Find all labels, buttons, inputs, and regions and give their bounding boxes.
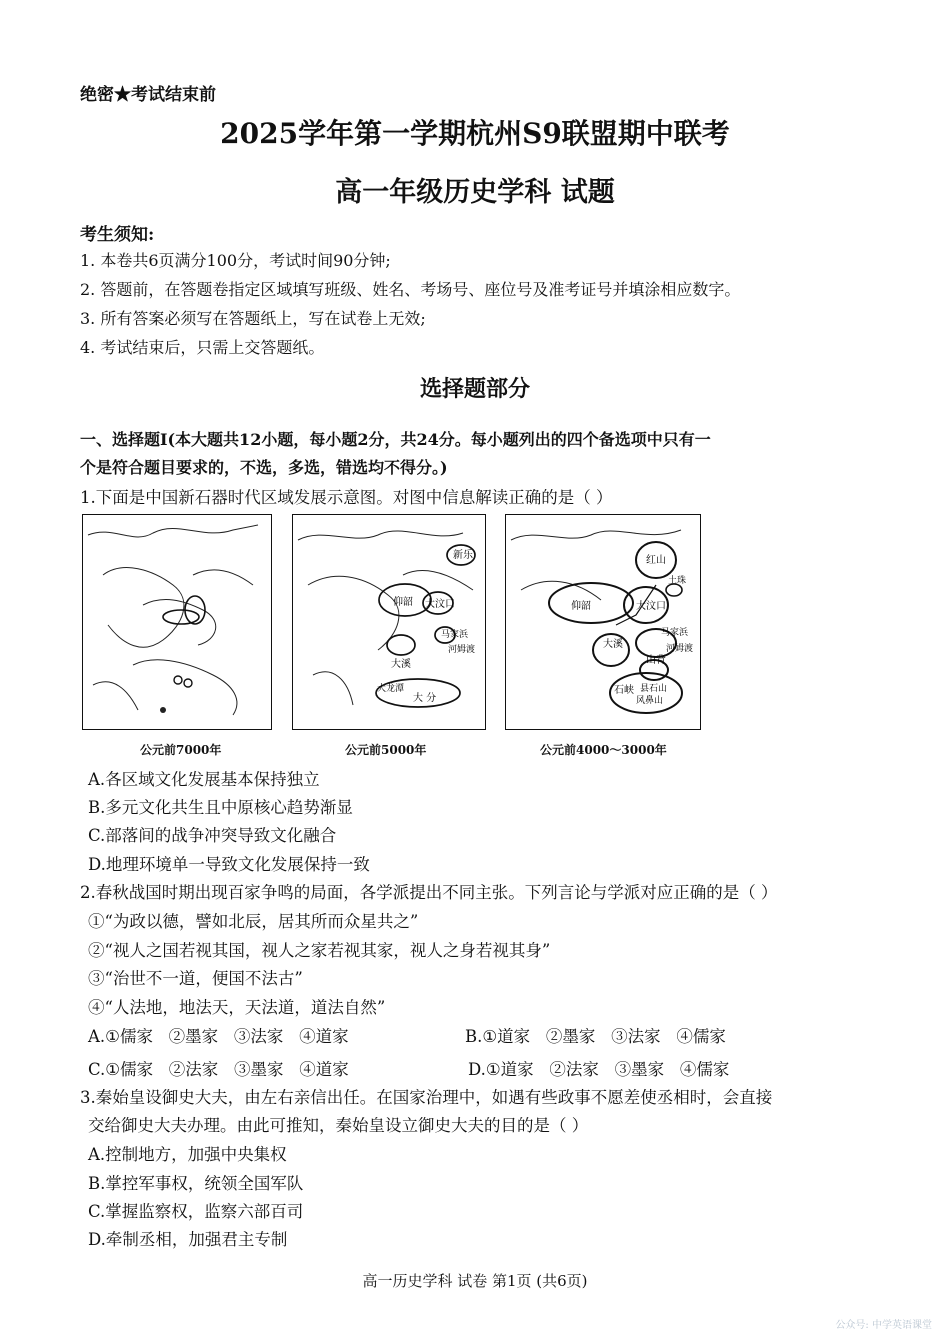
- map3-label: 河姆渡: [666, 644, 694, 654]
- map2-label: 马家浜: [441, 630, 469, 640]
- map3-label: 马家浜: [661, 628, 689, 638]
- q1-option-d: D.地理环境单一导致文化发展保持一致: [88, 855, 370, 874]
- map2-label: 大龙潭: [377, 684, 405, 694]
- map-5000bc: [292, 514, 486, 730]
- map3-label: 风鼻山: [636, 696, 664, 706]
- notice-heading: 考生须知:: [80, 225, 155, 245]
- question-1-stem: 1.下面是中国新石器时代区域发展示意图。对图中信息解读正确的是（ ）: [80, 488, 613, 507]
- part-instructions-line2: 个是符合题目要求的，不选，多选，错选均不得分。): [80, 458, 448, 477]
- map-caption: 公元前5000年: [345, 743, 427, 757]
- q2-statement: ④“人法地，地法天，天法道，道法自然”: [88, 998, 386, 1017]
- map3-label: 土珠: [668, 576, 687, 586]
- q3-option-d: D.牵制丞相，加强君主专制: [88, 1230, 288, 1249]
- map3-label: 山背: [646, 655, 666, 666]
- question-3-stem-line2: 交给御史大夫办理。由此可推知，秦始皇设立御史大夫的目的是（ ）: [88, 1116, 589, 1135]
- q3-option-c: C.掌握监察权，监察六部百司: [88, 1202, 304, 1221]
- map-7000bc: [82, 514, 272, 730]
- part-instructions-line1: 一、选择题Ⅰ(本大题共12小题，每小题2分，共24分。每小题列出的四个备选项中只有一: [80, 430, 711, 449]
- q1-option-c: C.部落间的战争冲突导致文化融合: [88, 826, 337, 845]
- map3-label: 石峡: [614, 685, 634, 696]
- q1-option-a: A.各区域文化发展基本保持独立: [88, 770, 320, 789]
- map2-label: 大 分: [413, 693, 437, 704]
- q1-option-b: B.多元文化共生且中原核心趋势渐显: [88, 798, 353, 817]
- map-caption: 公元前7000年: [140, 743, 222, 757]
- map3-label: 仰韶: [571, 601, 591, 612]
- map2-label: 大溪: [391, 659, 411, 670]
- page-footer: 高一历史学科 试卷 第1页 (共6页): [362, 1272, 588, 1290]
- section-title: 选择题部分: [419, 376, 530, 402]
- map-4000-3000bc: [505, 514, 701, 730]
- q2-option-c: C.①儒家 ②法家 ③墨家 ④道家: [88, 1060, 349, 1079]
- map2-label: 河姆渡: [448, 645, 476, 655]
- map2-label: 仰韶: [393, 597, 413, 608]
- q2-option-b: B.①道家 ②墨家 ③法家 ④儒家: [465, 1027, 726, 1046]
- map2-label: 新乐: [453, 550, 473, 561]
- notice-item: 2. 答题前，在答题卷指定区域填写班级、姓名、考场号、座位号及准考证号并填涂相应数字。: [80, 280, 741, 299]
- question-3-stem-line1: 3.秦始皇设御史大夫，由左右亲信出任。在国家治理中，如遇有些政事不愿差使丞相时，会直接: [80, 1088, 773, 1107]
- map2-label: 大汶口: [425, 599, 455, 610]
- question-2-stem: 2.春秋战国时期出现百家争鸣的局面，各学派提出不同主张。下列言论与学派对应正确的是（ ）: [80, 883, 778, 902]
- q3-option-b: B.掌控军事权，统领全国军队: [88, 1174, 304, 1193]
- map-caption: 公元前4000～3000年: [540, 743, 667, 757]
- exam-title: 2025学年第一学期杭州S9联盟期中联考: [220, 117, 730, 150]
- map3-label: 县石山: [640, 684, 668, 694]
- notice-item: 4. 考试结束后，只需上交答题纸。: [80, 338, 325, 357]
- map3-label: 大溪: [603, 639, 623, 650]
- q3-option-a: A.控制地方，加强中央集权: [88, 1145, 287, 1164]
- exam-subtitle: 高一年级历史学科 试题: [335, 177, 615, 208]
- q2-option-a: A.①儒家 ②墨家 ③法家 ④道家: [88, 1027, 349, 1046]
- map3-label: 大汶口: [636, 601, 666, 612]
- notice-item: 1. 本卷共6页满分100分，考试时间90分钟;: [80, 251, 391, 270]
- q2-option-d: D.①道家 ②法家 ③墨家 ④儒家: [468, 1060, 730, 1079]
- q2-statement: ③“治世不一道，便国不法古”: [88, 969, 303, 988]
- map3-label: 红山: [646, 555, 666, 566]
- watermark: 公众号: 中学英语课堂: [835, 1320, 932, 1331]
- notice-item: 3. 所有答案必须写在答题纸上，写在试卷上无效;: [80, 309, 426, 328]
- q2-statement: ①“为政以德，譬如北辰，居其所而众星共之”: [88, 912, 419, 931]
- confidential-mark: 绝密★考试结束前: [80, 85, 216, 105]
- q2-statement: ②“视人之国若视其国，视人之家若视其家，视人之身若视其身”: [88, 941, 551, 960]
